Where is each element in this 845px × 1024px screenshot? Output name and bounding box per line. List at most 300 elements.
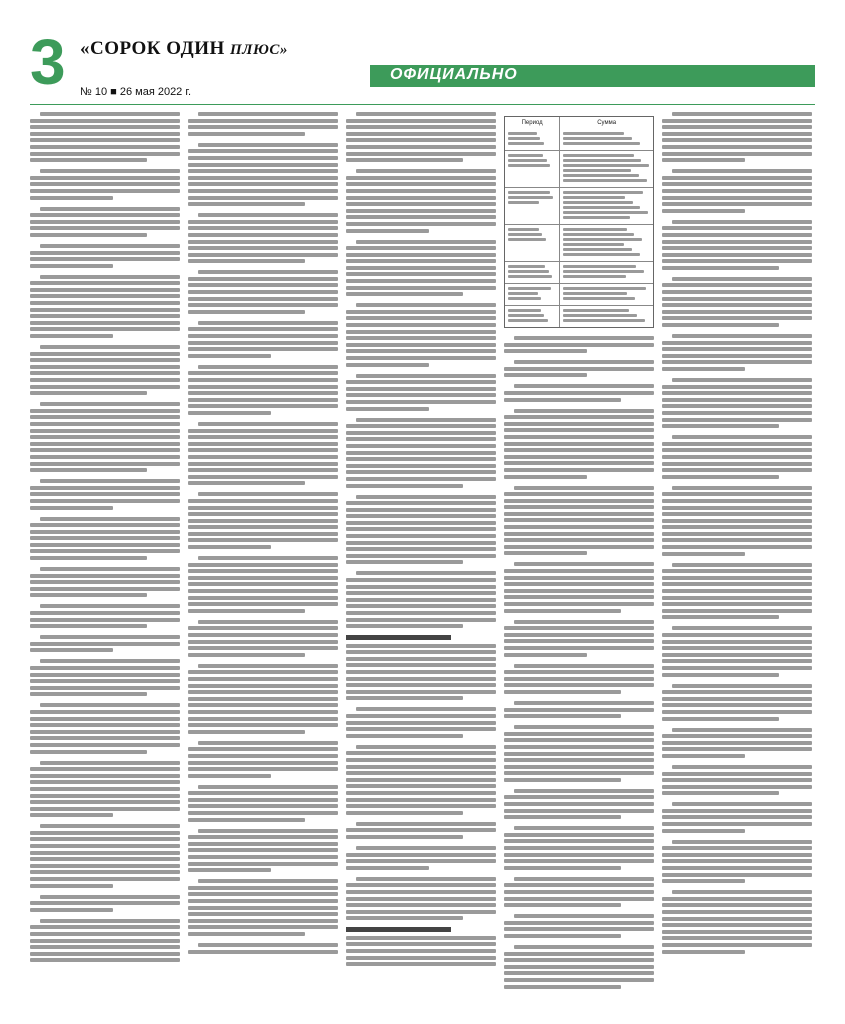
- text-line: [504, 815, 621, 819]
- text-line: [662, 525, 812, 529]
- text-line: [198, 943, 338, 947]
- text-line: [346, 541, 496, 545]
- text-line: [504, 468, 654, 472]
- text-line: [40, 517, 180, 521]
- text-line: [662, 943, 812, 947]
- text-line: [662, 196, 812, 200]
- text-line: [188, 886, 338, 890]
- text-line: [662, 576, 812, 580]
- text-line: [662, 859, 812, 863]
- text-line: [508, 191, 550, 194]
- text-line: [30, 158, 147, 162]
- table-row: [505, 129, 653, 150]
- text-line: [30, 334, 113, 338]
- text-paragraph: [504, 701, 654, 718]
- text-line: [662, 475, 779, 479]
- text-line: [356, 169, 496, 173]
- text-line: [672, 563, 812, 567]
- text-line: [30, 831, 180, 835]
- text-paragraph: [346, 927, 496, 966]
- text-line: [662, 754, 745, 758]
- text-line: [504, 927, 654, 931]
- text-line: [662, 158, 745, 162]
- text-line: [563, 137, 632, 140]
- text-line: [662, 253, 812, 257]
- text-line: [504, 569, 654, 573]
- text-line: [504, 802, 654, 806]
- text-line: [504, 778, 621, 782]
- text-line: [508, 233, 542, 236]
- text-line: [356, 571, 496, 575]
- text-line: [30, 901, 180, 905]
- text-line: [662, 297, 812, 301]
- text-line: [662, 646, 812, 650]
- text-line: [662, 354, 812, 358]
- text-line: [188, 506, 338, 510]
- text-line: [188, 791, 338, 795]
- text-line: [188, 855, 338, 859]
- text-line: [188, 717, 338, 721]
- text-line: [346, 765, 496, 769]
- text-paragraph: [346, 745, 496, 815]
- text-line: [504, 653, 587, 657]
- table-cell-amount: [559, 151, 653, 187]
- text-line: [346, 591, 496, 595]
- text-line: [508, 137, 540, 140]
- text-line: [188, 633, 338, 637]
- text-line: [30, 251, 180, 255]
- text-line: [30, 281, 180, 285]
- text-line: [563, 174, 638, 177]
- text-paragraph: [346, 303, 496, 366]
- text-line: [346, 650, 496, 654]
- text-paragraph: [188, 422, 338, 485]
- text-line: [662, 316, 812, 320]
- text-line: [346, 138, 496, 142]
- text-line: [563, 275, 625, 278]
- text-line: [188, 532, 338, 536]
- text-line: [30, 723, 180, 727]
- text-line: [662, 538, 812, 542]
- text-line: [563, 191, 643, 194]
- text-line: [346, 956, 496, 960]
- text-line: [504, 633, 654, 637]
- text-paragraph: [504, 725, 654, 782]
- issue-date: № 10 ■ 26 мая 2022 г.: [80, 86, 192, 98]
- text-paragraph: [504, 826, 654, 870]
- text-line: [662, 917, 812, 921]
- text-paragraph: [30, 567, 180, 597]
- text-paragraph: [30, 169, 180, 199]
- text-paragraph: [30, 275, 180, 338]
- text-line: [30, 580, 180, 584]
- text-line: [504, 505, 654, 509]
- text-line: [188, 119, 338, 123]
- text-line: [30, 750, 147, 754]
- text-line: [662, 367, 745, 371]
- text-line: [188, 538, 338, 542]
- text-line: [662, 182, 812, 186]
- text-line: [188, 233, 338, 237]
- text-line: [356, 495, 496, 499]
- text-line: [662, 589, 812, 593]
- text-line: [30, 952, 180, 956]
- text-line: [346, 380, 496, 384]
- text-line: [504, 677, 654, 681]
- text-line: [188, 754, 338, 758]
- text-line: [662, 653, 812, 657]
- text-line: [30, 213, 180, 217]
- text-line: [346, 949, 496, 953]
- text-line: [30, 327, 180, 331]
- text-line: [662, 138, 812, 142]
- text-line: [662, 303, 812, 307]
- text-line: [508, 265, 545, 268]
- text-line: [662, 189, 812, 193]
- text-paragraph: [504, 914, 654, 938]
- text-line: [30, 673, 180, 677]
- text-line: [40, 275, 180, 279]
- text-line: [188, 303, 338, 307]
- text-line: [188, 327, 338, 331]
- text-line: [662, 132, 812, 136]
- text-line: [662, 391, 812, 395]
- text-line: [662, 545, 812, 549]
- text-line: [30, 365, 180, 369]
- text-line: [188, 761, 338, 765]
- text-line: [188, 589, 338, 593]
- text-line: [346, 470, 496, 474]
- text-column-2: [188, 112, 338, 1012]
- text-line: [662, 347, 812, 351]
- text-line: [672, 684, 812, 688]
- text-line: [30, 385, 180, 389]
- text-line: [346, 758, 496, 762]
- text-line: [504, 670, 654, 674]
- text-paragraph: [662, 112, 812, 162]
- text-line: [662, 697, 812, 701]
- text-line: [504, 732, 654, 736]
- text-line: [563, 292, 627, 295]
- text-line: [508, 132, 537, 135]
- text-line: [30, 152, 180, 156]
- text-line: [504, 609, 621, 613]
- text-line: [514, 725, 654, 729]
- text-line: [30, 119, 180, 123]
- text-line: [198, 879, 338, 883]
- text-line: [346, 721, 496, 725]
- text-line: [662, 659, 812, 663]
- text-line: [346, 424, 496, 428]
- text-line: [188, 512, 338, 516]
- text-line: [356, 374, 496, 378]
- text-line: [30, 908, 113, 912]
- text-line: [563, 154, 633, 157]
- text-line: [30, 743, 180, 747]
- text-line: [662, 552, 745, 556]
- text-line: [188, 354, 271, 358]
- table-row: [505, 150, 653, 187]
- text-line: [30, 145, 180, 149]
- text-line: [504, 846, 654, 850]
- text-line: [346, 670, 496, 674]
- text-line: [188, 202, 305, 206]
- text-paragraph: [662, 802, 812, 832]
- text-line: [563, 228, 626, 231]
- text-line: [30, 611, 180, 615]
- text-line: [346, 464, 496, 468]
- text-line: [188, 932, 305, 936]
- text-line: [346, 910, 496, 914]
- text-paragraph: [30, 895, 180, 912]
- text-line: [662, 145, 812, 149]
- section-title: ОФИЦИАЛЬНО: [390, 66, 518, 83]
- text-line: [662, 897, 812, 901]
- text-paragraph: [30, 824, 180, 887]
- text-line: [188, 182, 338, 186]
- text-line: [346, 835, 463, 839]
- text-line: [40, 567, 180, 571]
- text-line: [504, 595, 654, 599]
- text-paragraph: [30, 244, 180, 268]
- table-row: [505, 305, 653, 327]
- text-line: [514, 620, 654, 624]
- text-line: [346, 578, 496, 582]
- text-line: [346, 962, 496, 966]
- text-line: [30, 189, 180, 193]
- text-line: [346, 751, 496, 755]
- text-line: [662, 323, 779, 327]
- text-line: [662, 266, 779, 270]
- text-line: [188, 862, 338, 866]
- table-header-period: Период: [521, 120, 543, 126]
- text-line: [504, 551, 587, 555]
- text-line: [30, 877, 180, 881]
- text-line: [563, 216, 630, 219]
- text-line: [188, 196, 338, 200]
- text-paragraph: [504, 384, 654, 401]
- text-line: [30, 730, 180, 734]
- text-line: [563, 319, 645, 322]
- text-line: [188, 842, 338, 846]
- text-line: [188, 767, 338, 771]
- text-line: [662, 829, 745, 833]
- text-line: [30, 462, 180, 466]
- text-line: [563, 233, 634, 236]
- table-row: [505, 283, 653, 305]
- text-line: [30, 884, 113, 888]
- text-line: [188, 690, 338, 694]
- text-line: [188, 582, 338, 586]
- text-paragraph: [30, 635, 180, 652]
- text-line: [662, 569, 812, 573]
- text-line: [504, 745, 654, 749]
- text-line: [30, 294, 180, 298]
- text-column-4: [504, 112, 654, 1012]
- text-line: [188, 176, 338, 180]
- text-line: [346, 202, 496, 206]
- text-line: [40, 635, 180, 639]
- text-line: [662, 499, 812, 503]
- text-paragraph: [504, 877, 654, 907]
- text-line: [30, 807, 180, 811]
- text-line: [662, 930, 812, 934]
- text-line: [188, 259, 305, 263]
- text-line: [30, 233, 147, 237]
- text-column-1: [30, 112, 180, 1012]
- text-line: [662, 815, 812, 819]
- text-line: [30, 506, 113, 510]
- text-line: [346, 330, 496, 334]
- text-paragraph: [346, 846, 496, 870]
- text-line: [30, 125, 180, 129]
- text-line: [346, 119, 496, 123]
- text-line: [188, 818, 305, 822]
- text-column-5: [662, 112, 812, 1012]
- table-row: [505, 224, 653, 261]
- text-line: [188, 189, 338, 193]
- text-line: [346, 182, 496, 186]
- text-line: [563, 265, 636, 268]
- text-line: [30, 780, 180, 784]
- text-line: [198, 829, 338, 833]
- text-paragraph: [30, 919, 180, 963]
- text-line: [346, 209, 496, 213]
- text-line: [346, 310, 496, 314]
- text-line: [346, 604, 496, 608]
- text-paragraph: [346, 571, 496, 628]
- text-line: [662, 492, 812, 496]
- text-line: [30, 556, 147, 560]
- text-line: [346, 936, 496, 940]
- text-line: [662, 747, 812, 751]
- text-line: [40, 824, 180, 828]
- text-line: [504, 448, 654, 452]
- text-line: [198, 213, 338, 217]
- text-line: [662, 455, 812, 459]
- text-line: [30, 523, 180, 527]
- table-cell-period: [505, 262, 559, 283]
- text-paragraph: [662, 728, 812, 758]
- text-line: [346, 363, 429, 367]
- table-row: [505, 261, 653, 283]
- text-line: [504, 349, 587, 353]
- text-line: [188, 646, 338, 650]
- text-line: [504, 795, 654, 799]
- text-line: [188, 774, 271, 778]
- text-line: [514, 914, 654, 918]
- text-line: [346, 521, 496, 525]
- text-line: [346, 890, 496, 894]
- text-line: [346, 323, 496, 327]
- text-line: [30, 679, 180, 683]
- text-line: [563, 270, 644, 273]
- text-paragraph: [188, 270, 338, 314]
- text-line: [662, 785, 812, 789]
- text-line: [30, 800, 180, 804]
- text-line: [30, 574, 180, 578]
- text-line: [346, 356, 496, 360]
- text-line: [346, 585, 496, 589]
- text-line: [30, 642, 180, 646]
- masthead: [0, 0, 845, 108]
- text-line: [504, 499, 654, 503]
- text-line: [40, 402, 180, 406]
- text-line: [188, 455, 338, 459]
- text-line: [662, 710, 812, 714]
- text-line: [346, 696, 463, 700]
- text-line: [188, 569, 338, 573]
- text-line: [188, 468, 338, 472]
- text-line: [346, 916, 463, 920]
- text-line: [346, 266, 496, 270]
- text-line: [514, 826, 654, 830]
- text-line: [346, 560, 463, 564]
- text-line: [504, 391, 654, 395]
- text-line: [188, 240, 338, 244]
- text-paragraph: [30, 207, 180, 237]
- text-line: [30, 624, 147, 628]
- text-line: [356, 112, 496, 116]
- text-line: [504, 373, 587, 377]
- text-line: [662, 448, 812, 452]
- text-line: [346, 778, 496, 782]
- text-line: [188, 730, 305, 734]
- text-line: [40, 345, 180, 349]
- text-line: [188, 125, 338, 129]
- text-line: [40, 761, 180, 765]
- text-line: [30, 593, 147, 597]
- text-line: [346, 534, 496, 538]
- text-line: [662, 418, 812, 422]
- text-line: [356, 707, 496, 711]
- text-paragraph: [504, 562, 654, 612]
- text-line: [346, 714, 496, 718]
- text-line: [504, 639, 654, 643]
- text-line: [504, 455, 654, 459]
- text-line: [346, 859, 496, 863]
- text-line: [346, 897, 496, 901]
- text-line: [662, 226, 812, 230]
- text-line: [508, 297, 541, 300]
- text-line: [198, 270, 338, 274]
- text-line: [356, 822, 496, 826]
- text-line: [198, 620, 338, 624]
- text-line: [346, 189, 496, 193]
- text-line: [188, 596, 338, 600]
- text-line: [40, 919, 180, 923]
- text-line: [672, 112, 812, 116]
- text-line: [30, 358, 180, 362]
- text-paragraph: [662, 435, 812, 479]
- text-line: [188, 475, 338, 479]
- text-line: [662, 866, 812, 870]
- text-line: [346, 866, 429, 870]
- text-line: [346, 611, 496, 615]
- text-line: [504, 367, 654, 371]
- text-line: [662, 341, 812, 345]
- text-line: [188, 804, 338, 808]
- text-line: [346, 222, 496, 226]
- text-line: [563, 142, 639, 145]
- text-paragraph: [662, 626, 812, 676]
- text-line: [188, 429, 338, 433]
- text-line: [563, 297, 635, 300]
- text-paragraph: [662, 334, 812, 371]
- text-line: [346, 804, 496, 808]
- text-line: [30, 925, 180, 929]
- text-line: [356, 745, 496, 749]
